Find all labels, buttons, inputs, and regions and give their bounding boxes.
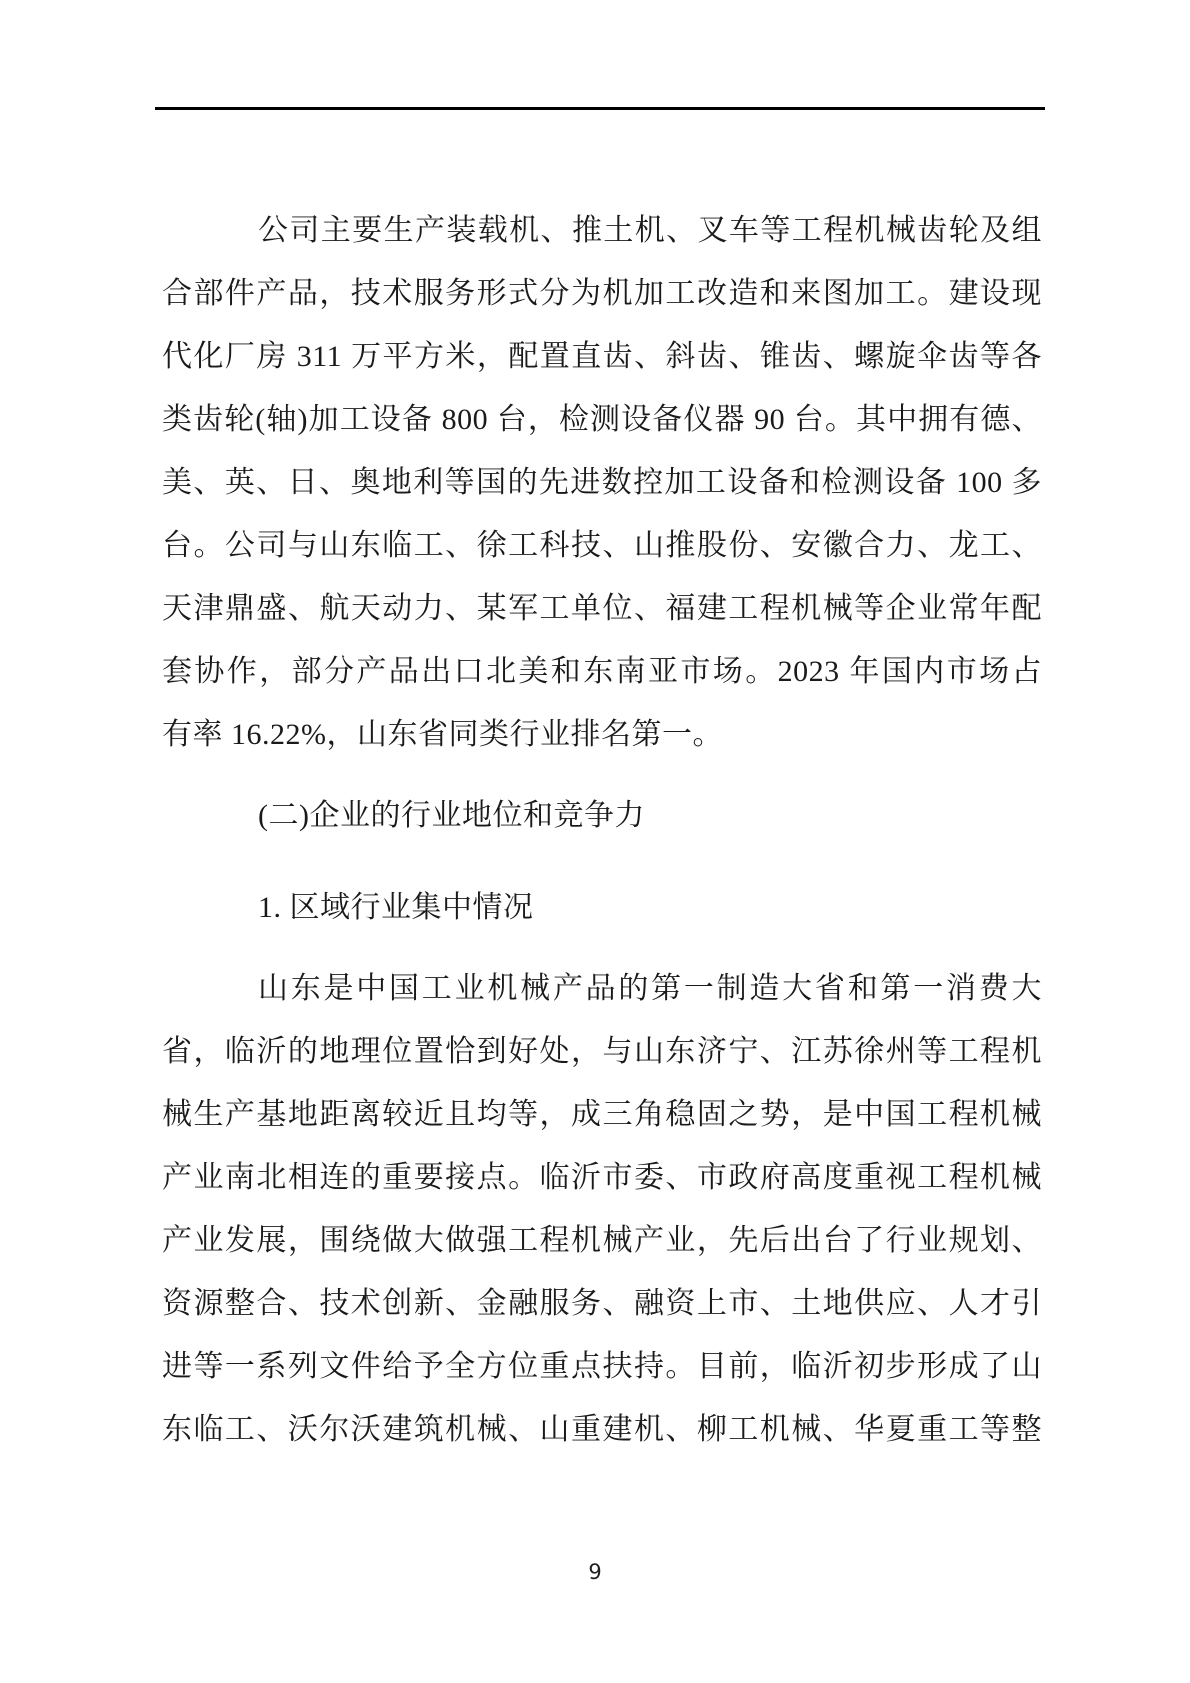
text-line: 套协作，部分产品出口北美和东南亚市场。2023 年国内市场占 bbox=[162, 655, 1042, 688]
text-line: 产业发展，围绕做大做强工程机械产业，先后出台了行业规划、 bbox=[162, 1224, 1042, 1257]
document-body bbox=[162, 199, 1042, 1461]
text-line: 类齿轮(轴)加工设备 800 台，检测设备仪器 90 台。其中拥有德、 bbox=[162, 403, 1042, 436]
text-line: 东临工、沃尔沃建筑机械、山重建机、柳工机械、华夏重工等整 bbox=[162, 1413, 1042, 1446]
page-number: 9 bbox=[588, 1560, 602, 1584]
text-line: 美、英、日、奥地利等国的先进数控加工设备和检测设备 100 多 bbox=[162, 466, 1042, 499]
text-line: 进等一系列文件给予全方位重点扶持。目前，临沂初步形成了山 bbox=[162, 1350, 1042, 1383]
text-line: 山东是中国工业机械产品的第一制造大省和第一消费大 bbox=[258, 972, 1042, 1005]
text-line: 械生产基地距离较近且均等，成三角稳固之势，是中国工程机械 bbox=[162, 1098, 1042, 1131]
text-line: 产业南北相连的重要接点。临沂市委、市政府高度重视工程机械 bbox=[162, 1161, 1042, 1194]
text-line: 天津鼎盛、航天动力、某军工单位、福建工程机械等企业常年配 bbox=[162, 592, 1042, 625]
paragraph bbox=[162, 199, 1042, 766]
paragraph bbox=[162, 957, 1042, 1461]
text-line: 1. 区域行业集中情况 bbox=[258, 891, 534, 924]
text-line: 台。公司与山东临工、徐工科技、山推股份、安徽合力、龙工、 bbox=[162, 529, 1042, 562]
header-rule bbox=[155, 107, 1045, 110]
text-line: 合部件产品，技术服务形式分为机加工改造和来图加工。建设现 bbox=[162, 277, 1042, 310]
text-line: 公司主要生产装载机、推土机、叉车等工程机械齿轮及组 bbox=[258, 214, 1042, 247]
text-line: 省，临沂的地理位置恰到好处，与山东济宁、江苏徐州等工程机 bbox=[162, 1035, 1042, 1068]
text-line: 有率 16.22%，山东省同类行业排名第一。 bbox=[162, 718, 723, 751]
section-heading bbox=[162, 876, 1042, 939]
text-line: (二)企业的行业地位和竞争力 bbox=[258, 799, 645, 832]
section-heading bbox=[162, 784, 1042, 847]
text-line: 代化厂房 311 万平方米，配置直齿、斜齿、锥齿、螺旋伞齿等各 bbox=[162, 340, 1042, 373]
text-line: 资源整合、技术创新、金融服务、融资上市、土地供应、人才引 bbox=[162, 1287, 1042, 1320]
